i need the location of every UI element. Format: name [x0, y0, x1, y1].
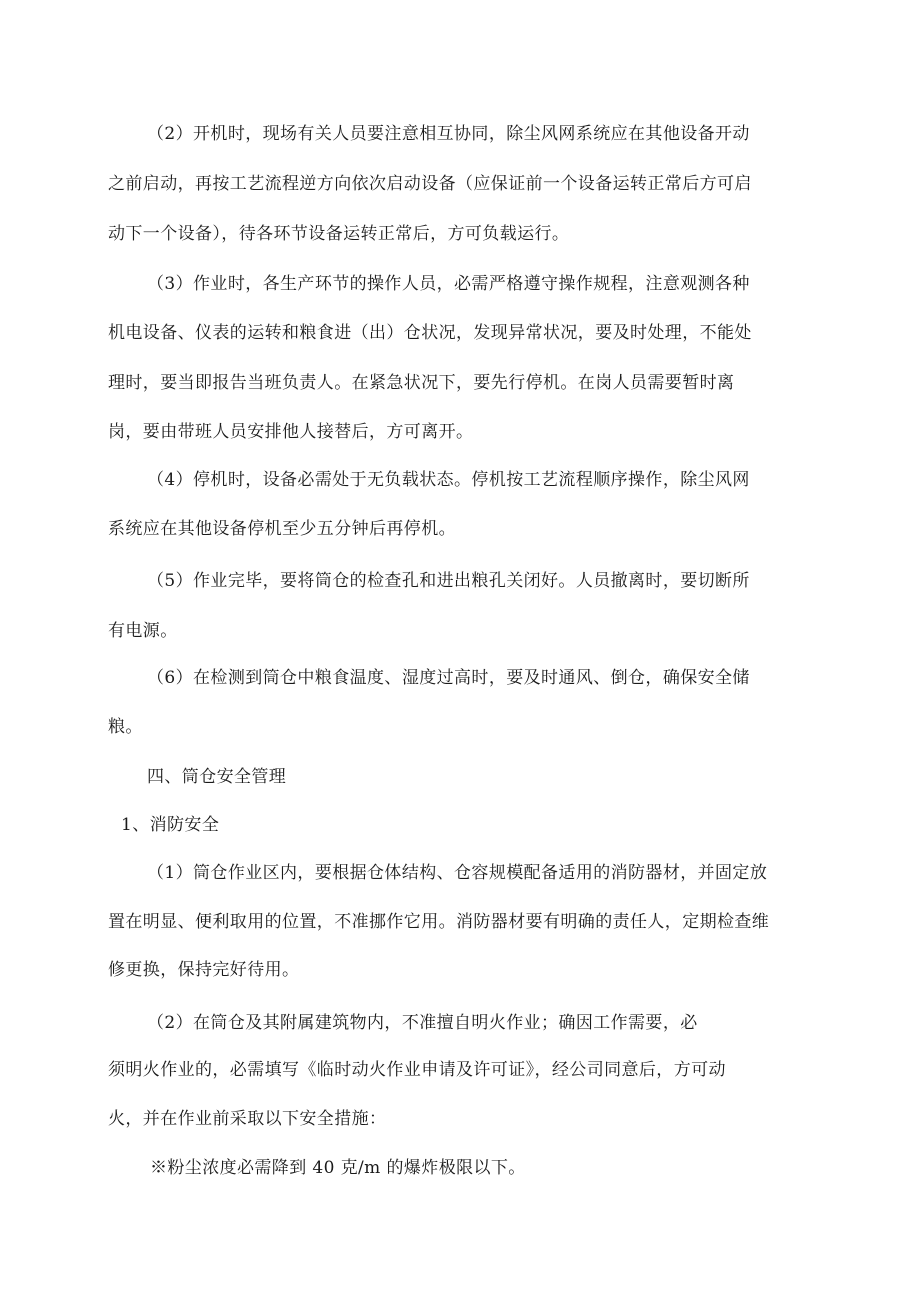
- paragraph-line: （2）在筒仓及其附属建筑物内，不准擅自明火作业；确因工作需要，必: [147, 1013, 698, 1033]
- paragraph-line: （2）开机时，现场有关人员要注意相互协同，除尘风网系统应在其他设备开动: [147, 124, 750, 144]
- paragraph-line: 动下一个设备），待各环节设备运转正常后，方可负载运行。: [108, 224, 570, 244]
- paragraph-line: （3）作业时，各生产环节的操作人员，必需严格遵守操作规程，注意观测各种: [147, 274, 750, 294]
- paragraph-line: 机电设备、仪表的运转和粮食进（出）仓状况，发现异常状况，要及时处理，不能处: [108, 323, 752, 343]
- paragraph-line: （6）在检测到筒仓中粮食温度、湿度过高时，要及时通风、倒仓，确保安全储: [147, 668, 750, 688]
- paragraph-line: （1）筒仓作业区内，要根据仓体结构、仓容规模配备适用的消防器材，并固定放: [147, 863, 768, 883]
- paragraph-line: 岗，要由带班人员安排他人接替后，方可离开。: [108, 422, 474, 442]
- paragraph-line: 粮。: [108, 717, 143, 737]
- paragraph-line: （4）停机时，设备必需处于无负载状态。停机按工艺流程顺序操作，除尘风网: [147, 470, 750, 490]
- paragraph-line: 理时，要当即报告当班负责人。在紧急状况下，要先行停机。在岗人员需要暂时离: [108, 373, 735, 393]
- paragraph-line: 火，并在作业前采取以下安全措施：: [108, 1109, 387, 1129]
- note-line: ※粉尘浓度必需降到 40 克/m 的爆炸极限以下。: [150, 1158, 526, 1178]
- paragraph-line: 之前启动，再按工艺流程逆方向依次启动设备（应保证前一个设备运转正常后方可启: [108, 174, 752, 194]
- paragraph-line: 置在明显、便利取用的位置，不准挪作它用。消防器材要有明确的责任人，定期检查维: [108, 912, 770, 932]
- section-heading: 四、筒仓安全管理: [147, 767, 287, 787]
- paragraph-line: 修更换，保持完好待用。: [108, 960, 300, 980]
- paragraph-line: 须明火作业的，必需填写《临时动火作业申请及许可证》，经公司同意后，方可动: [108, 1060, 726, 1080]
- paragraph-line: 有电源。: [108, 621, 178, 641]
- paragraph-line: （5）作业完毕，要将筒仓的检查孔和进出粮孔关闭好。人员撤离时，要切断所: [147, 571, 750, 591]
- subsection-heading: 1、消防安全: [121, 815, 220, 835]
- paragraph-line: 系统应在其他设备停机至少五分钟后再停机。: [108, 519, 456, 539]
